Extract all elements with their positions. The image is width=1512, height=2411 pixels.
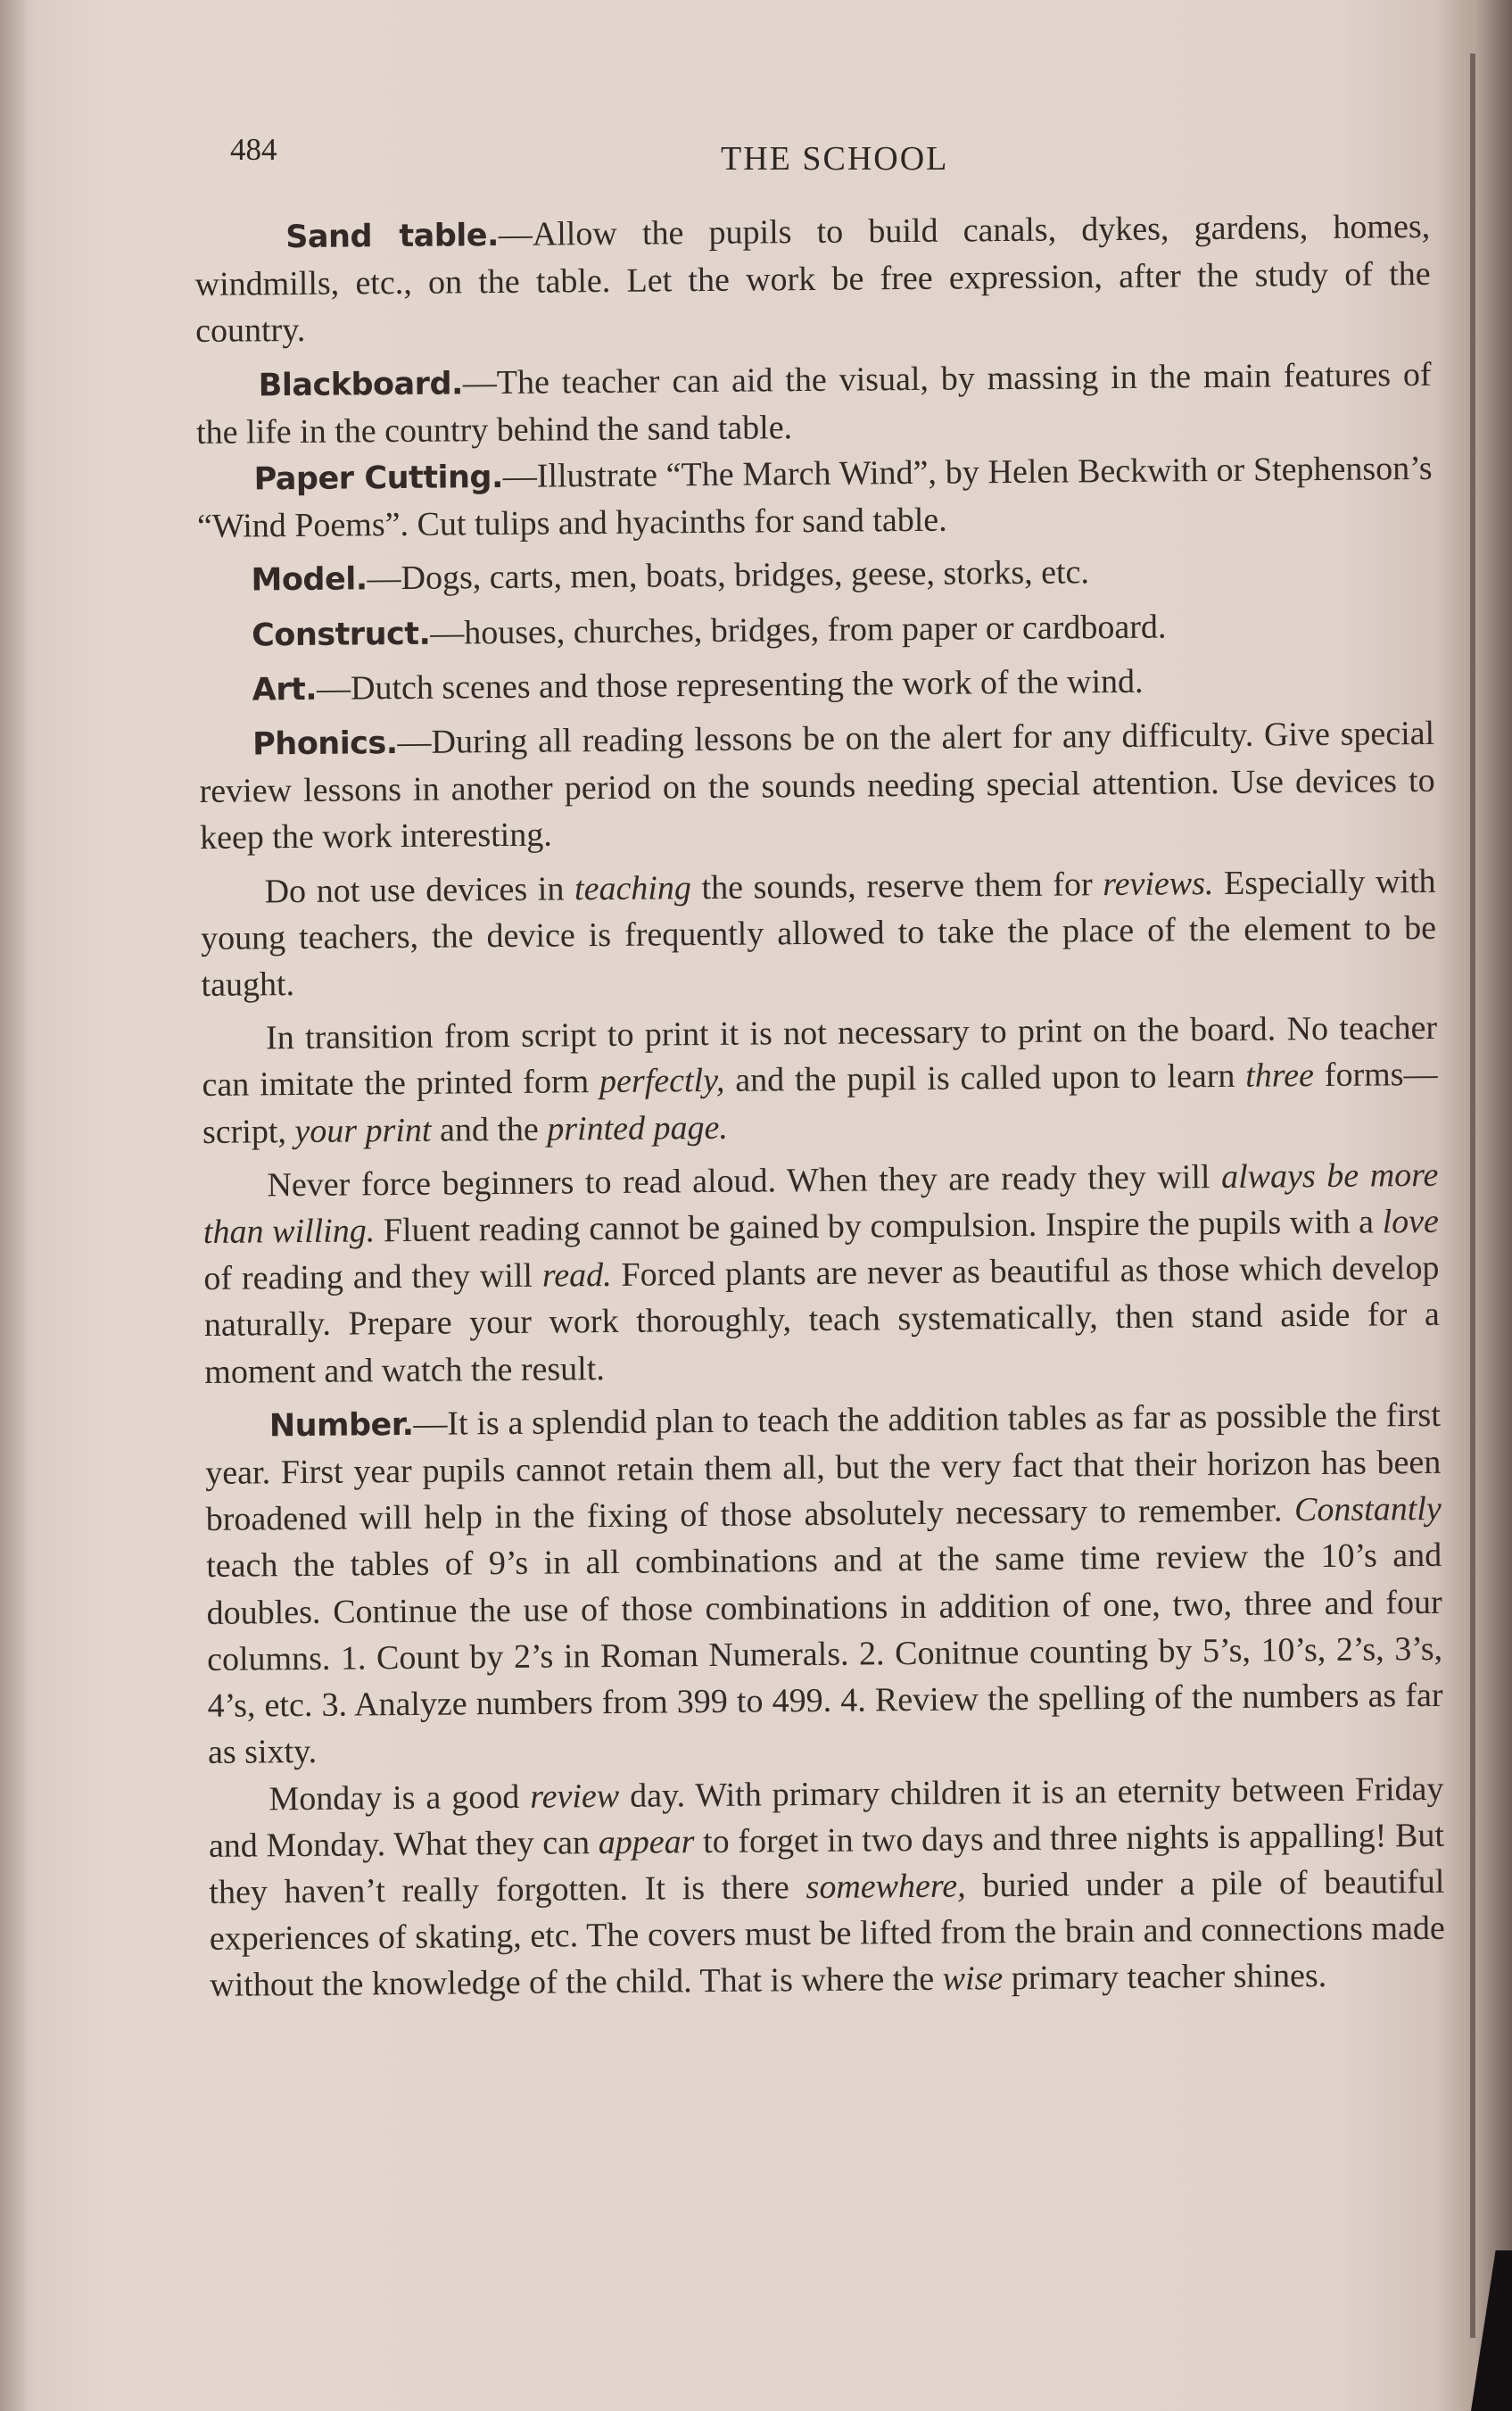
text-art: —Dutch scenes and those representing the work of the wind. bbox=[316, 662, 1144, 708]
text-paper-cutting: —Illustrate “The March Wind”, by Helen Beckwith or Stephenson’s “Wind Poems”. Cut tulips and hyacinths for sand table. bbox=[196, 449, 1433, 546]
paragraph-never-force bbox=[202, 1152, 1440, 1396]
emphasis-your-print: your print bbox=[294, 1111, 432, 1150]
emphasis-appear: appear bbox=[598, 1822, 695, 1861]
text-transition-4: and the bbox=[431, 1110, 548, 1149]
text-monday-4: buried under a pile of beautiful experiences of skating, etc. The covers must be lifted from the brain and connections made without the knowledge of the child. That is where the bbox=[209, 1862, 1445, 2005]
emphasis-always-willing: always be more than willing. bbox=[202, 1156, 1439, 1252]
text-monday-3: to forget in two days and three nights is appalling! But they haven’t really forgotten. It is there bbox=[209, 1816, 1445, 1911]
text-monday-5: primary teacher shines. bbox=[1003, 1957, 1327, 1998]
paragraph-model bbox=[197, 546, 1433, 604]
body-text bbox=[194, 203, 1446, 2009]
paragraph-number bbox=[205, 1392, 1444, 1777]
text-number-1: —It is a splendid plan to teach the addition tables as far as possible the first year. First year pupils cannot retain them all, but the very fact that their horizon has been broadened will help in the fixing of those absolutely necessary to remember. bbox=[205, 1396, 1442, 1539]
text-transition-2: and the pupil is called upon to learn bbox=[724, 1057, 1246, 1100]
heading-blackboard: Blackboard. bbox=[258, 365, 464, 403]
heading-art: Art. bbox=[252, 671, 318, 708]
heading-sand-table: Sand table. bbox=[285, 218, 499, 256]
paragraph-paper-cutting bbox=[196, 445, 1433, 550]
text-never-force-4: Forced plants are never as beautiful as those which develop naturally. Prepare your work thoroughly, teach systematically, then stand aside for a moment and watch the result. bbox=[203, 1249, 1440, 1391]
text-phonics: —During all reading lessons be on the alert for any difficulty. Give special review lessons in another period on the sounds needing special attention. Use devices to keep the work interesting. bbox=[199, 714, 1435, 858]
paragraph-monday bbox=[208, 1765, 1445, 2009]
text-never-force-2: Fluent reading cannot be gained by compulsion. Inspire the pupils with a bbox=[375, 1203, 1383, 1250]
paragraph-blackboard bbox=[195, 352, 1432, 456]
page-number: 484 bbox=[230, 132, 277, 167]
text-transition-3: forms—script, bbox=[202, 1056, 1438, 1151]
paragraph-devices bbox=[200, 858, 1436, 1009]
page-right-edge bbox=[1473, 0, 1512, 2411]
emphasis-review: review bbox=[530, 1777, 620, 1816]
text-construct: —houses, churches, bridges, from paper or cardboard. bbox=[430, 608, 1167, 652]
binding-shadow bbox=[1470, 54, 1475, 2338]
emphasis-teaching: teaching bbox=[574, 868, 692, 907]
emphasis-wise: wise bbox=[942, 1959, 1004, 1999]
page-left-edge bbox=[0, 0, 25, 2411]
paragraph-sand-table bbox=[194, 203, 1431, 355]
emphasis-read: read. bbox=[541, 1256, 612, 1295]
paragraph-transition bbox=[202, 1005, 1438, 1156]
text-blackboard: —The teacher can aid the visual, by massing in the main features of the life in the country behind the sand table. bbox=[195, 355, 1432, 452]
page-header bbox=[230, 132, 1434, 186]
running-title: THE SCHOOL bbox=[721, 140, 949, 178]
paragraph-phonics bbox=[199, 710, 1435, 862]
heading-model: Model. bbox=[251, 561, 368, 599]
heading-phonics: Phonics. bbox=[252, 725, 398, 763]
text-monday-1: Monday is a good bbox=[269, 1777, 531, 1818]
text-monday-2: day. With primary children it is an eternity between Friday and Monday. What they can bbox=[208, 1769, 1444, 1865]
heading-number: Number. bbox=[269, 1406, 414, 1445]
paragraph-construct bbox=[198, 601, 1434, 659]
emphasis-three: three bbox=[1245, 1056, 1315, 1096]
text-never-force-3: of reading and they will bbox=[203, 1256, 543, 1298]
emphasis-printed-page: printed page. bbox=[547, 1108, 729, 1148]
emphasis-somewhere: somewhere, bbox=[806, 1867, 966, 1906]
heading-paper-cutting: Paper Cutting. bbox=[253, 460, 503, 498]
text-sand-table: —Allow the pupils to build canals, dykes, gardens, homes, windmills, etc., on the table. Let the work be free expression, after the study of the country. bbox=[194, 207, 1431, 351]
emphasis-love: love bbox=[1382, 1202, 1440, 1241]
heading-construct: Construct. bbox=[251, 616, 431, 654]
text-devices-3: Especially with young teachers, the device is frequently allowed to take the place of the element to be taught. bbox=[200, 862, 1437, 1005]
emphasis-constantly: Constantly bbox=[1293, 1490, 1442, 1529]
text-model: —Dogs, carts, men, boats, bridges, geese, storks, etc. bbox=[367, 553, 1090, 598]
text-transition-1: In transition from script to print it is not necessary to print on the board. No teacher can imitate the printed form bbox=[202, 1009, 1438, 1105]
text-number-2: teach the tables of 9’s in all combinations and at the same time review the 10’s and doubles. Continue the use of those combinations in addition of one, two, three and four columns. 1. Count by 2’s in Roman Numerals. 2. Conitnue counting by 5’s, 10’s, 2’s, 3’s, 4’s, etc. 3. Analyze numbers from 399 to 499. 4. Review the spelling of the numbers as far as sixty. bbox=[206, 1537, 1443, 1772]
paragraph-art bbox=[198, 656, 1434, 714]
text-never-force-1: Never force beginners to read aloud. When they are ready they will bbox=[267, 1157, 1222, 1205]
text-devices-2: the sounds, reserve them for bbox=[690, 865, 1103, 907]
text-devices-1: Do not use devices in bbox=[264, 869, 575, 910]
emphasis-perfectly: perfectly, bbox=[599, 1062, 725, 1101]
emphasis-reviews: reviews. bbox=[1103, 864, 1214, 903]
